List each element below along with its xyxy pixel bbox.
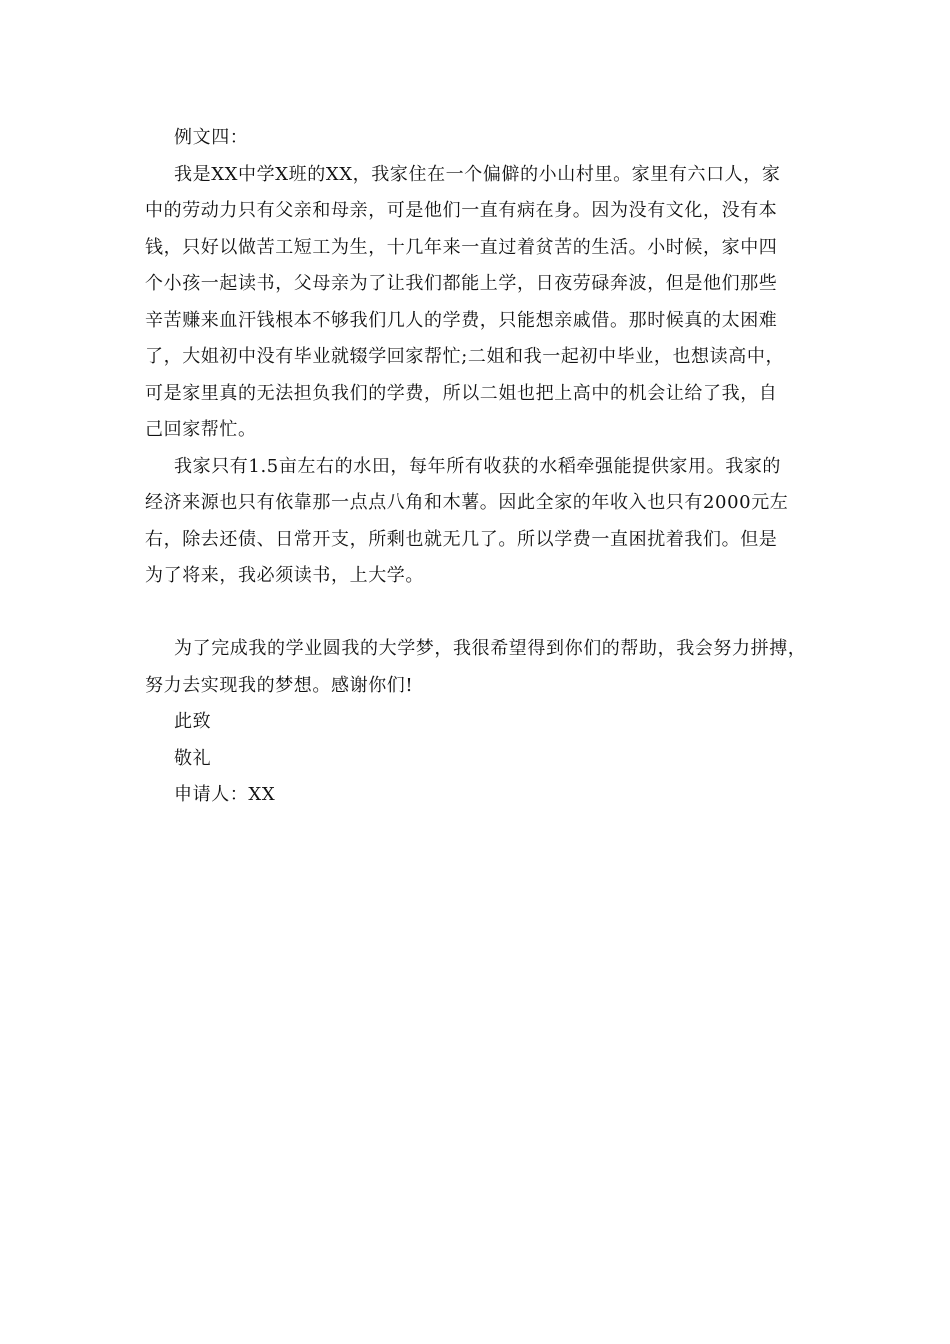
closing-salutation: 此致 (174, 711, 212, 732)
paragraph-line: 了，大姐初中没有毕业就辍学回家帮忙;二姐和我一起初中毕业，也想读高中， (145, 346, 785, 367)
paragraph-line: 为了完成我的学业圆我的大学梦，我很希望得到你们的帮助，我会努力拼搏， (174, 638, 807, 659)
paragraph-line: 为了将来，我必须读书，上大学。 (145, 565, 424, 586)
letter-heading: 例文四： (174, 127, 249, 148)
paragraph-line: 钱，只好以做苦工短工为生，十几年来一直过着贫苦的生活。小时候，家中四 (145, 236, 778, 258)
paragraph-line: 个小孩一起读书，父母亲为了让我们都能上学，日夜劳碌奔波，但是他们那些 (145, 273, 778, 294)
paragraph-line: 经济来源也只有依靠那一点点八角和木薯。因此全家的年收入也只有2000元左 (145, 492, 789, 513)
paragraph-line: 我是XX中学X班的XX，我家住在一个偏僻的小山村里。家里有六口人，家 (174, 163, 781, 185)
paragraph-line: 中的劳动力只有父亲和母亲，可是他们一直有病在身。因为没有文化，没有本 (145, 200, 778, 221)
blank-line (145, 595, 810, 632)
paragraph-line: 可是家里真的无法担负我们的学费，所以二姐也把上高中的机会让给了我，自 (145, 382, 778, 404)
letter-body (145, 120, 810, 814)
paragraph-request (145, 631, 810, 704)
paragraph-income (145, 449, 810, 595)
paragraph-line: 努力去实现我的梦想。感谢你们! (145, 674, 414, 696)
paragraph-line: 右，除去还债、日常开支，所剩也就无几了。所以学费一直困扰着我们。但是 (145, 528, 778, 550)
paragraph-line: 我家只有1.5亩左右的水田，每年所有收获的水稻牵强能提供家用。我家的 (174, 455, 782, 477)
paragraph-line: 辛苦赚来血汗钱根本不够我们几人的学费，只能想亲戚借。那时候真的太困难 (145, 309, 778, 331)
paragraph-line: 己回家帮忙。 (145, 419, 257, 440)
closing-regards: 敬礼 (174, 747, 212, 769)
paragraph-family-situation (145, 157, 810, 449)
signature-line: 申请人：XX (174, 784, 276, 805)
